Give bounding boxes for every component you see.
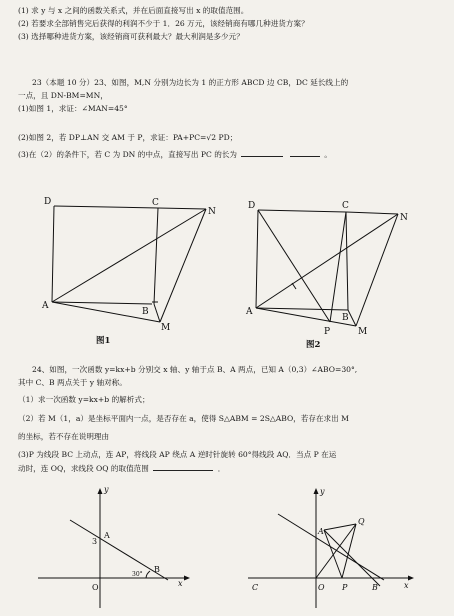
q23-stem: 23（本题 10 分）23、如图，M,N 分别为边长为 1 的正方形 ABCD 边 CB，DC 延长线上的 (32, 78, 349, 87)
axis-x-label: x (404, 581, 409, 590)
q22-part3: (3) 选择哪种进货方案，该经销商可获利最大？最大利润是多少元？ (18, 32, 244, 41)
figure-2 (238, 196, 438, 346)
answer-blank (241, 150, 283, 157)
figure-3 (30, 482, 200, 612)
label-C: C (152, 198, 159, 208)
axis-y-label: y (320, 487, 325, 496)
label-B: B (142, 307, 149, 317)
label-D: D (44, 197, 52, 207)
figure-1-caption: 图1 (96, 336, 111, 346)
figure-2-caption: 图2 (306, 340, 321, 350)
q24-stem-cont: 其中 C、B 两点关于 y 轴对称。 (18, 378, 127, 387)
label-N: N (208, 207, 216, 217)
q23-stem-cont: 一点，且 DN-BM=MN， (18, 91, 108, 100)
q24-part1: （1）求一次函数 y=kx+b 的解析式； (18, 395, 150, 404)
label-B: B (372, 583, 378, 592)
answer-blank (153, 464, 213, 471)
q23-part3 (18, 150, 332, 159)
label-N: N (400, 213, 408, 223)
label-3: 3 (92, 537, 98, 546)
label-Q: Q (358, 517, 365, 526)
q23-part2: (2)如图 2，若 DP⊥AN 交 AM 于 P，求证：PA+PC=√2 PD； (18, 133, 238, 142)
label-A: A (42, 301, 49, 311)
q22-part2: (2) 若要求全部销售完后获得的利润不少于 1．26 万元，该经销商有哪几种进货方案？ (18, 19, 309, 28)
q23-part3-text: (3)在（2）的条件下，若 C 为 DN 的中点，直接写出 PC 的长为 (18, 150, 237, 159)
angle-label: 30° (132, 571, 143, 578)
dot: ． (217, 464, 226, 473)
q23-part1: (1)如图 1，求证：∠MAN=45° (18, 104, 128, 113)
label-A: A (318, 527, 324, 536)
figure-4 (244, 484, 424, 612)
label-O: O (318, 583, 325, 592)
figure-1 (40, 188, 230, 338)
axis-y-label: y (104, 485, 109, 494)
label-P: P (342, 583, 348, 592)
label-C: C (342, 201, 349, 211)
label-A: A (104, 531, 110, 540)
axis-x-label: x (178, 579, 183, 588)
q24-part2-cont: 的坐标，若不存在说明理由 (18, 432, 110, 441)
q24-stem: 24、如图，一次函数 y=kx+b 分别交 x 轴、y 轴于点 B、A 两点，已知 A（0,3）∠ABO=30°, (32, 365, 358, 374)
label-M: M (358, 327, 368, 337)
label-O: O (92, 583, 99, 592)
label-C: C (252, 583, 259, 592)
q24-part3-cont-text: 动时，连 OQ，求线段 OQ 的取值范围 (18, 464, 149, 473)
label-A: A (246, 307, 253, 317)
q24-part2: （2）若 M（1，a）是坐标平面内一点，是否存在 a，使得 S△ABM = 2S△ABO，若存在求出 M (18, 414, 349, 423)
label-M: M (161, 323, 171, 333)
label-P: P (324, 327, 331, 337)
label-B: B (154, 565, 160, 574)
q22-part1: (1) 求 y 与 x 之间的函数关系式，并在后面直接写出 x 的取值范围。 (18, 6, 249, 15)
q24-part3: (3)P 为线段 BC 上动点，连 AP，将线段 AP 绕点 A 逆时针旋转 60°得线段 AQ．当点 P 在运 (18, 450, 337, 459)
label-B: B (342, 313, 349, 323)
q24-part3-cont (18, 464, 225, 473)
answer-blank-2 (290, 150, 320, 157)
period: 。 (324, 150, 332, 159)
label-D: D (248, 201, 256, 211)
